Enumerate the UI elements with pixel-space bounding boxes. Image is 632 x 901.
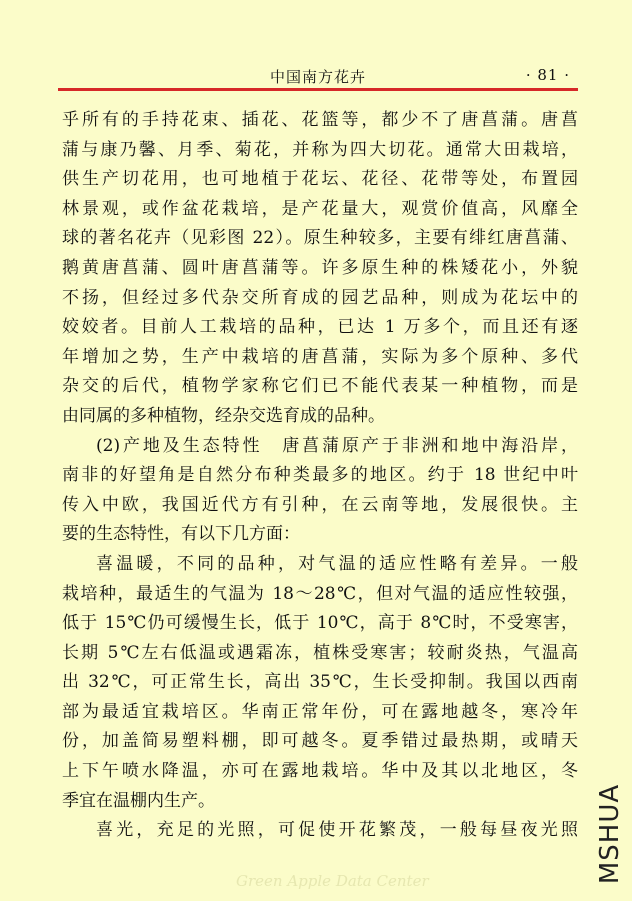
header-rule xyxy=(58,88,578,91)
bottom-watermark: Green Apple Data Center xyxy=(236,872,429,890)
paragraph-start-line: 喜温暖，不同的品种，对气温的适应性略有差异。一般 xyxy=(96,553,578,574)
text-line: 球的著名花卉（见彩图 22）。原生种较多，主要有绯红唐菖蒲、 xyxy=(62,228,578,249)
text-line: 由同属的多种植物，经杂交选育成的品种。 xyxy=(62,405,385,426)
text-line: 上下午喷水降温，亦可在露地栽培。华中及其以北地区，冬 xyxy=(62,761,578,782)
body-text xyxy=(62,106,578,846)
text-line: 不扬，但经过多代杂交所育成的园艺品种，则成为花坛中的 xyxy=(62,287,578,308)
text-line: 杂交的后代，植物学家称它们已不能代表某一种植物，而是 xyxy=(62,376,578,397)
text-line: 出 32℃，可正常生长，高出 35℃，生长受抑制。我国以西南 xyxy=(62,672,578,693)
text-line: 姣姣者。目前人工栽培的品种，已达 1 万多个，而且还有逐 xyxy=(62,317,578,338)
paragraph-start-line: 喜光，充足的光照，可促使开花繁茂，一般每昼夜光照 xyxy=(96,820,578,841)
running-header xyxy=(58,64,578,90)
text-line: 南非的好望角是自然分布种类最多的地区。约于 18 世纪中叶 xyxy=(62,465,578,486)
section-heading-line: (2)产地及生态特性 唐菖蒲原产于非洲和地中海沿岸， xyxy=(96,435,578,456)
text-line: 部为最适宜栽培区。华南正常年份，可在露地越冬，寒冷年 xyxy=(62,701,578,722)
text-line: 低于 15℃仍可缓慢生长，低于 10℃，高于 8℃时，不受寒害， xyxy=(62,613,578,634)
text-line: 乎所有的手持花束、插花、花篮等，都少不了唐菖蒲。唐菖 xyxy=(62,110,578,130)
side-watermark xyxy=(596,782,624,886)
page-number: · 81 · xyxy=(525,66,570,84)
text-line: 林景观，或作盆花栽培，是产花量大，观赏价值高，风靡全 xyxy=(62,198,578,219)
text-line: 季宜在温棚内生产。 xyxy=(62,790,215,811)
text-line: 年增加之势，生产中栽培的唐菖蒲，实际为多个原种、多代 xyxy=(62,346,578,367)
text-line: 鹅黄唐菖蒲、圆叶唐菖蒲等。许多原生种的株矮花小，外貌 xyxy=(62,257,578,278)
text-line: 传入中欧，我国近代方有引种，在云南等地，发展很快。主 xyxy=(62,494,578,515)
text-line: 份，加盖简易塑料棚，即可越冬。夏季错过最热期，或晴天 xyxy=(62,731,578,752)
book-title: 中国南方花卉 xyxy=(269,68,366,86)
text-line: 栽培种，最适生的气温为 18～28℃，但对气温的适应性较强， xyxy=(62,583,578,604)
text-line: 供生产切花用，也可地植于花坛、花径、花带等处，布置园 xyxy=(62,169,578,190)
text-line: 蒲与康乃馨、月季、菊花，并称为四大切花。通常大田栽培， xyxy=(62,139,578,160)
text-line: 长期 5℃左右低温或遇霜冻，植株受寒害；较耐炎热，气温高 xyxy=(62,642,578,663)
text-line: 要的生态特性，有以下几方面： xyxy=(62,524,300,545)
side-watermark-text: MSHUA xyxy=(595,783,625,885)
